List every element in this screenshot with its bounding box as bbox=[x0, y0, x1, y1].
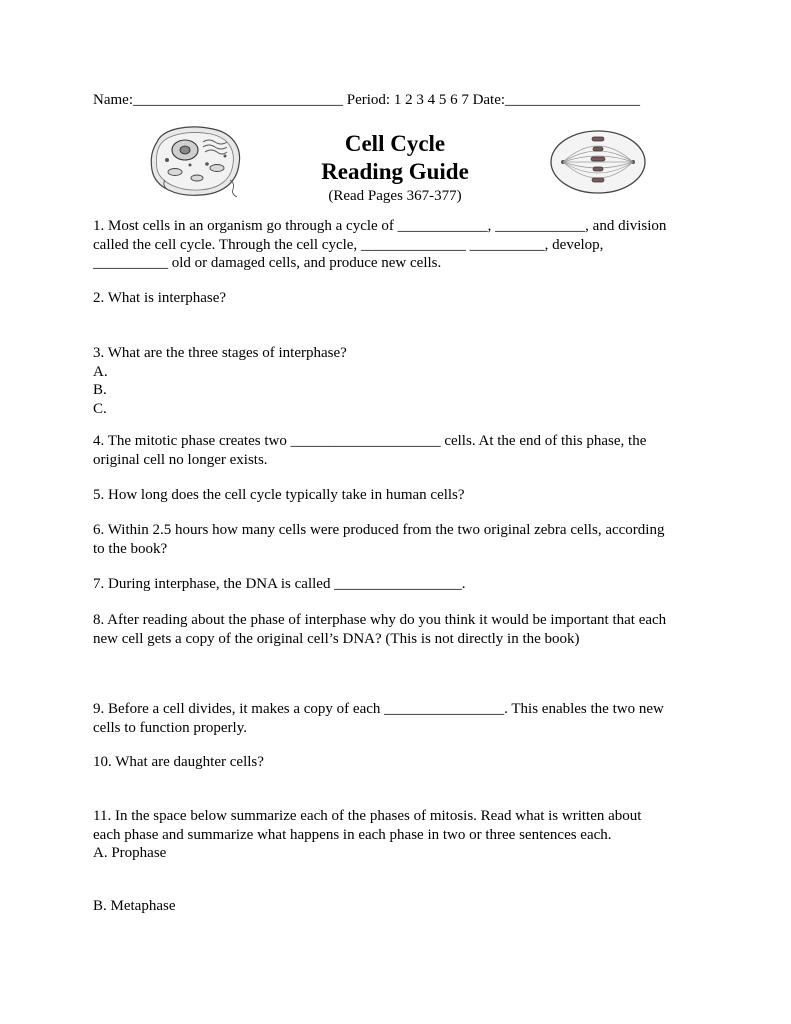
question-1 bbox=[93, 217, 698, 273]
question-5 bbox=[93, 486, 698, 505]
question-3-option-a: A. bbox=[93, 363, 108, 380]
question-9-line-2: cells to function properly. bbox=[93, 719, 247, 736]
question-9 bbox=[93, 700, 698, 737]
question-6-line-2: to the book? bbox=[93, 540, 168, 557]
question-7-text: 7. During interphase, the DNA is called _________________. bbox=[93, 576, 466, 592]
question-4-line-2: original cell no longer exists. bbox=[93, 451, 268, 468]
question-4 bbox=[93, 432, 698, 469]
title-line-2: Reading Guide bbox=[321, 159, 469, 184]
question-11-part-a: A. Prophase bbox=[93, 845, 167, 861]
question-11-part-b: B. Metaphase bbox=[93, 898, 176, 914]
question-11-line-1: 11. In the space below summarize each of the phases of mitosis. Read what is written about bbox=[93, 808, 642, 824]
dividing-cell-image bbox=[548, 128, 648, 196]
animal-cell-image bbox=[145, 120, 245, 200]
question-10 bbox=[93, 753, 698, 772]
question-6 bbox=[93, 521, 698, 558]
reading-pages-subtitle: (Read Pages 367-377) bbox=[328, 188, 462, 204]
question-9-line-1: 9. Before a cell divides, it makes a copy of each ________________. This enables the two new bbox=[93, 701, 664, 717]
question-5-text: 5. How long does the cell cycle typically take in human cells? bbox=[93, 487, 465, 503]
question-6-line-1: 6. Within 2.5 hours how many cells were produced from the two original zebra cells, according bbox=[93, 522, 665, 538]
question-10-text: 10. What are daughter cells? bbox=[93, 754, 264, 770]
question-8-line-2: new cell gets a copy of the original cell’s DNA? (This is not directly in the book) bbox=[93, 630, 580, 647]
question-2-text: 2. What is interphase? bbox=[93, 290, 227, 306]
question-3 bbox=[93, 344, 698, 418]
title-line-1: Cell Cycle bbox=[344, 131, 446, 156]
question-2 bbox=[93, 289, 698, 308]
question-4-line-1: 4. The mitotic phase creates two ____________________ cells. At the end of this phase, the bbox=[93, 433, 647, 449]
name-period-date-line: Name:____________________________ Period: 1 2 3 4 5 6 7 Date:__________________ bbox=[93, 92, 641, 108]
question-11 bbox=[93, 807, 698, 863]
question-3-option-b: B. bbox=[93, 382, 107, 398]
question-11-part-b-block bbox=[93, 897, 698, 916]
question-8 bbox=[93, 611, 698, 648]
question-1-line-1: 1. Most cells in an organism go through a cycle of ____________, ____________, and division bbox=[93, 218, 667, 234]
question-7 bbox=[93, 575, 698, 594]
question-3-text: 3. What are the three stages of interphase? bbox=[93, 345, 347, 361]
question-8-line-1: 8. After reading about the phase of interphase why do you think it would be important that each bbox=[93, 612, 667, 628]
question-1-line-3: __________ old or damaged cells, and produce new cells. bbox=[93, 255, 442, 271]
question-3-option-c: C. bbox=[93, 400, 107, 417]
question-1-line-2: called the cell cycle. Through the cell cycle, ______________ __________, develop, bbox=[93, 236, 604, 253]
question-11-line-2: each phase and summarize what happens in each phase in two or three sentences each. bbox=[93, 826, 612, 843]
title-block bbox=[270, 130, 520, 205]
